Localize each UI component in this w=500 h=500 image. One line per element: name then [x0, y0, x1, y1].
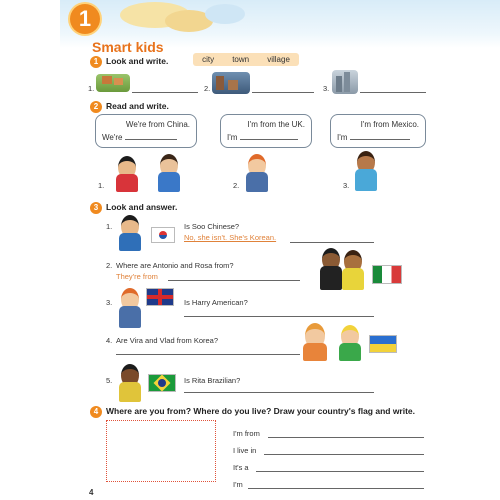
question-text: Is Harry American?	[184, 298, 248, 307]
item-number: 1.	[98, 181, 105, 190]
girl-picture-body	[303, 343, 327, 361]
word-bank-item: village	[267, 55, 290, 64]
exercise-instruction: Look and write.	[106, 56, 169, 66]
speech-bubble	[330, 114, 426, 148]
boy-picture-body	[246, 172, 268, 192]
word-bank	[193, 53, 299, 66]
girl-picture-body	[116, 174, 138, 192]
uk-flag	[146, 288, 174, 306]
boy-picture-body	[355, 169, 377, 191]
question-number: 3.	[106, 298, 113, 307]
word-bank-item: town	[232, 55, 250, 64]
answer-line[interactable]	[132, 92, 198, 93]
writing-prompt: It's a	[233, 463, 249, 472]
boy-picture-body	[119, 306, 141, 328]
page-number: 4	[89, 488, 94, 497]
bubble-prompt: I'm	[337, 133, 348, 142]
answer-line[interactable]	[350, 139, 410, 140]
question-number: 5.	[106, 376, 113, 385]
question-number: 4.	[106, 336, 113, 345]
answer-line[interactable]	[184, 392, 374, 393]
answer-line[interactable]	[264, 454, 424, 455]
ukraine-flag	[369, 335, 397, 353]
exercise-number: 1	[90, 56, 102, 68]
answer-line[interactable]	[184, 316, 374, 317]
boy-picture-body	[320, 266, 342, 290]
bubble-given-text: I'm from Mexico.	[360, 120, 419, 129]
bubble-given-text: I'm from the UK.	[247, 120, 305, 129]
question-number: 2.	[106, 261, 113, 270]
boy-picture-body	[158, 172, 180, 192]
village-picture	[96, 74, 130, 92]
bubble-given-text: We're from China.	[125, 120, 190, 129]
answer-line[interactable]	[252, 92, 314, 93]
cloud-decoration	[205, 4, 245, 24]
answer-line[interactable]	[116, 354, 300, 355]
question-text: Is Soo Chinese?	[184, 222, 240, 231]
answer-line[interactable]	[360, 92, 426, 93]
item-number: 1.	[88, 84, 95, 93]
item-number: 2.	[204, 84, 211, 93]
question-text: Are Vira and Vlad from Korea?	[116, 336, 219, 345]
item-number: 2.	[233, 181, 240, 190]
girl-picture-body	[119, 233, 141, 251]
answer-line[interactable]	[248, 488, 424, 489]
example-answer: They're from	[116, 272, 158, 281]
answer-line[interactable]	[125, 139, 177, 140]
answer-line[interactable]	[240, 139, 298, 140]
speech-bubble	[95, 114, 197, 148]
question-number: 1.	[106, 222, 113, 231]
girl-picture-body	[119, 382, 141, 402]
exercise-instruction: Where are you from? Where do you live? Draw your country's flag and write.	[106, 406, 416, 416]
writing-prompt: I'm from	[233, 429, 260, 438]
exercise-number: 3	[90, 202, 102, 214]
girl-picture-body	[342, 268, 364, 290]
korea-flag	[151, 227, 175, 243]
unit-number-badge: 1	[70, 4, 100, 34]
item-number: 3.	[343, 181, 350, 190]
flag-drawing-area[interactable]	[106, 420, 216, 482]
page-title: Smart kids	[92, 39, 164, 55]
example-answer: No, she isn't. She's Korean.	[184, 233, 277, 242]
exercise-number: 2	[90, 101, 102, 113]
question-text: Is Rita Brazilian?	[184, 376, 241, 385]
city-picture	[332, 70, 358, 94]
answer-line[interactable]	[268, 437, 424, 438]
writing-prompt: I'm	[233, 480, 243, 489]
word-bank-item: city	[202, 55, 215, 64]
brazil-flag	[148, 374, 176, 392]
speech-bubble	[220, 114, 312, 148]
item-number: 3.	[323, 84, 330, 93]
exercise-number: 4	[90, 406, 102, 418]
boy-picture-body	[339, 343, 361, 361]
exercise-instruction: Read and write.	[106, 101, 169, 111]
bubble-prompt: I'm	[227, 133, 238, 142]
question-text: Where are Antonio and Rosa from?	[116, 261, 234, 270]
answer-line[interactable]	[290, 242, 374, 243]
bubble-prompt: We're	[102, 133, 123, 142]
answer-line[interactable]	[168, 280, 300, 281]
exercise-instruction: Look and answer.	[106, 202, 178, 212]
writing-prompt: I live in	[233, 446, 257, 455]
mexico-flag	[372, 265, 402, 284]
town-picture	[212, 72, 250, 94]
answer-line[interactable]	[256, 471, 424, 472]
